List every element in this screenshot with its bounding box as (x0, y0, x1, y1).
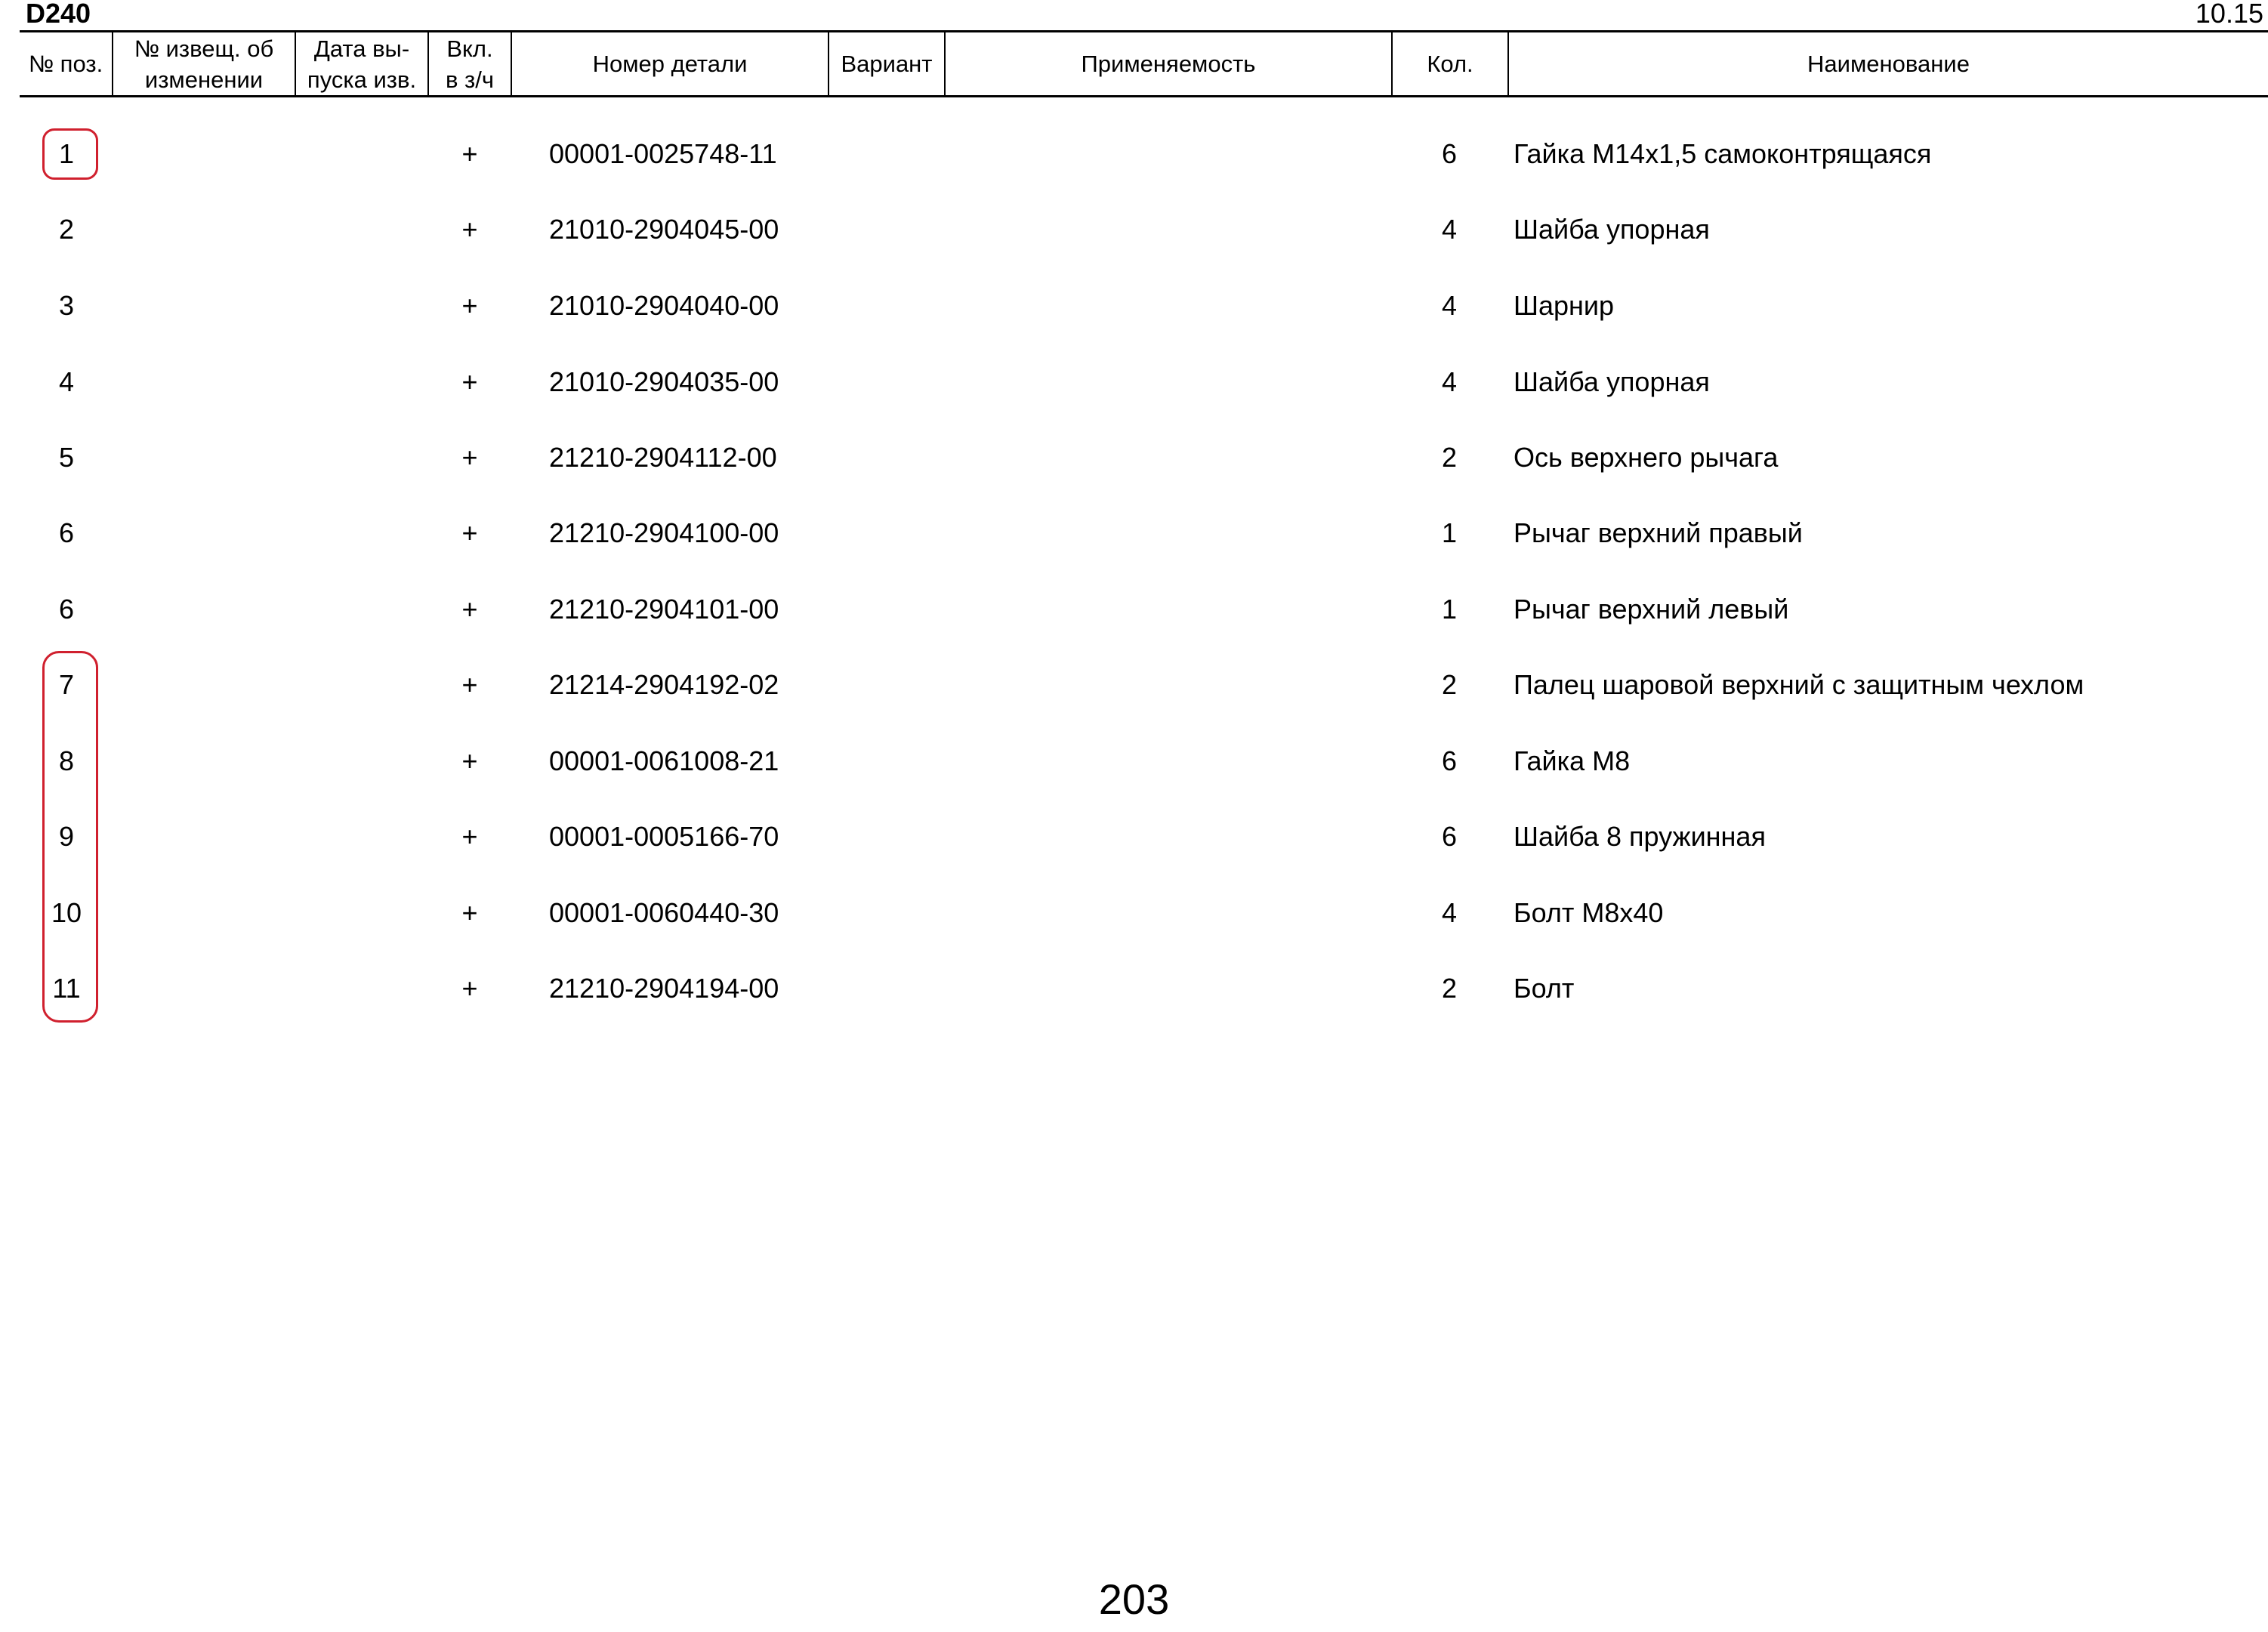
part-name: Рычаг верхний левый (1514, 594, 1789, 625)
section-number: 10.15 (2195, 0, 2263, 29)
column-header-qty: Кол. (1427, 51, 1473, 77)
spare-mark: + (461, 594, 478, 625)
spare-mark: + (461, 442, 478, 473)
quantity: 6 (1441, 821, 1458, 852)
table-row (0, 192, 2268, 267)
table-row (0, 420, 2268, 495)
position-number: 6 (58, 517, 75, 548)
table-row (0, 647, 2268, 723)
quantity: 1 (1441, 517, 1458, 548)
column-header-pos: № поз. (28, 51, 103, 77)
spare-mark: + (461, 897, 478, 928)
quantity: 2 (1441, 973, 1458, 1004)
quantity: 4 (1441, 366, 1458, 397)
spare-mark: + (461, 517, 478, 548)
position-number: 6 (58, 594, 75, 625)
spare-mark: + (461, 214, 478, 245)
part-number: 21010-2904040-00 (549, 290, 779, 321)
table-row (0, 723, 2268, 799)
table-row (0, 344, 2268, 420)
part-number: 21010-2904035-00 (549, 366, 779, 397)
part-number: 21010-2904045-00 (549, 214, 779, 245)
spare-mark: + (461, 138, 478, 169)
spare-mark: + (461, 821, 478, 852)
position-number: 2 (58, 214, 75, 245)
part-name: Гайка М8 (1514, 745, 1631, 776)
highlight-callout-position-1 (42, 128, 98, 180)
part-number: 21210-2904194-00 (549, 973, 779, 1004)
quantity: 4 (1441, 897, 1458, 928)
table-row (0, 951, 2268, 1026)
highlight-callout-positions-7-11 (42, 651, 98, 1023)
spare-mark: + (461, 366, 478, 397)
position-number: 10 (51, 897, 82, 928)
position-number: 5 (58, 442, 75, 473)
quantity: 1 (1441, 594, 1458, 625)
part-name: Шайба упорная (1514, 366, 1710, 397)
part-name: Шайба упорная (1514, 214, 1710, 245)
part-number: 00001-0061008-21 (549, 745, 779, 776)
part-number: 21210-2904112-00 (549, 442, 777, 473)
position-number: 9 (58, 821, 75, 852)
part-name: Шайба 8 пружинная (1514, 821, 1766, 852)
column-header-issue-date: Дата вы- пуска изв. (307, 35, 417, 93)
part-number: 00001-0005166-70 (549, 821, 779, 852)
part-number: 00001-0025748-11 (549, 138, 777, 169)
quantity: 4 (1441, 214, 1458, 245)
part-name: Шарнир (1514, 290, 1615, 321)
part-name: Гайка М14х1,5 самоконтрящаяся (1514, 138, 1932, 169)
document-code: D240 (26, 0, 91, 29)
column-header-part-number: Номер детали (592, 51, 748, 77)
spare-mark: + (461, 669, 478, 700)
quantity: 6 (1441, 138, 1458, 169)
position-number: 1 (58, 138, 75, 169)
table-row (0, 875, 2268, 951)
part-name: Палец шаровой верхний с защитным чехлом (1514, 669, 2084, 700)
part-name: Болт (1514, 973, 1575, 1004)
part-name: Ось верхнего рычага (1514, 442, 1779, 473)
table-row (0, 495, 2268, 571)
position-number: 11 (52, 973, 81, 1004)
part-number: 21210-2904100-00 (549, 517, 779, 548)
part-name: Рычаг верхний правый (1514, 517, 1803, 548)
table-row (0, 116, 2268, 192)
table-row (0, 268, 2268, 344)
spare-mark: + (461, 973, 478, 1004)
table-header-rule (20, 95, 2268, 97)
column-header-variant: Вариант (841, 51, 933, 77)
table-row (0, 572, 2268, 647)
page-number: 203 (1098, 1575, 1170, 1623)
table-row (0, 799, 2268, 875)
column-header-spare: Вкл. в з/ч (445, 35, 495, 93)
spare-mark: + (461, 745, 478, 776)
column-header-notice: № извещ. об изменении (134, 35, 274, 93)
position-number: 7 (58, 669, 75, 700)
position-number: 8 (58, 745, 75, 776)
position-number: 4 (58, 366, 75, 397)
quantity: 2 (1441, 442, 1458, 473)
spare-mark: + (461, 290, 478, 321)
quantity: 6 (1441, 745, 1458, 776)
part-name: Болт М8х40 (1514, 897, 1664, 928)
column-header-name: Наименование (1807, 51, 1970, 77)
part-number: 21214-2904192-02 (549, 669, 779, 700)
column-header-applicability: Применяемость (1081, 51, 1256, 77)
part-number: 21210-2904101-00 (549, 594, 779, 625)
position-number: 3 (58, 290, 75, 321)
quantity: 2 (1441, 669, 1458, 700)
part-number: 00001-0060440-30 (549, 897, 779, 928)
quantity: 4 (1441, 290, 1458, 321)
